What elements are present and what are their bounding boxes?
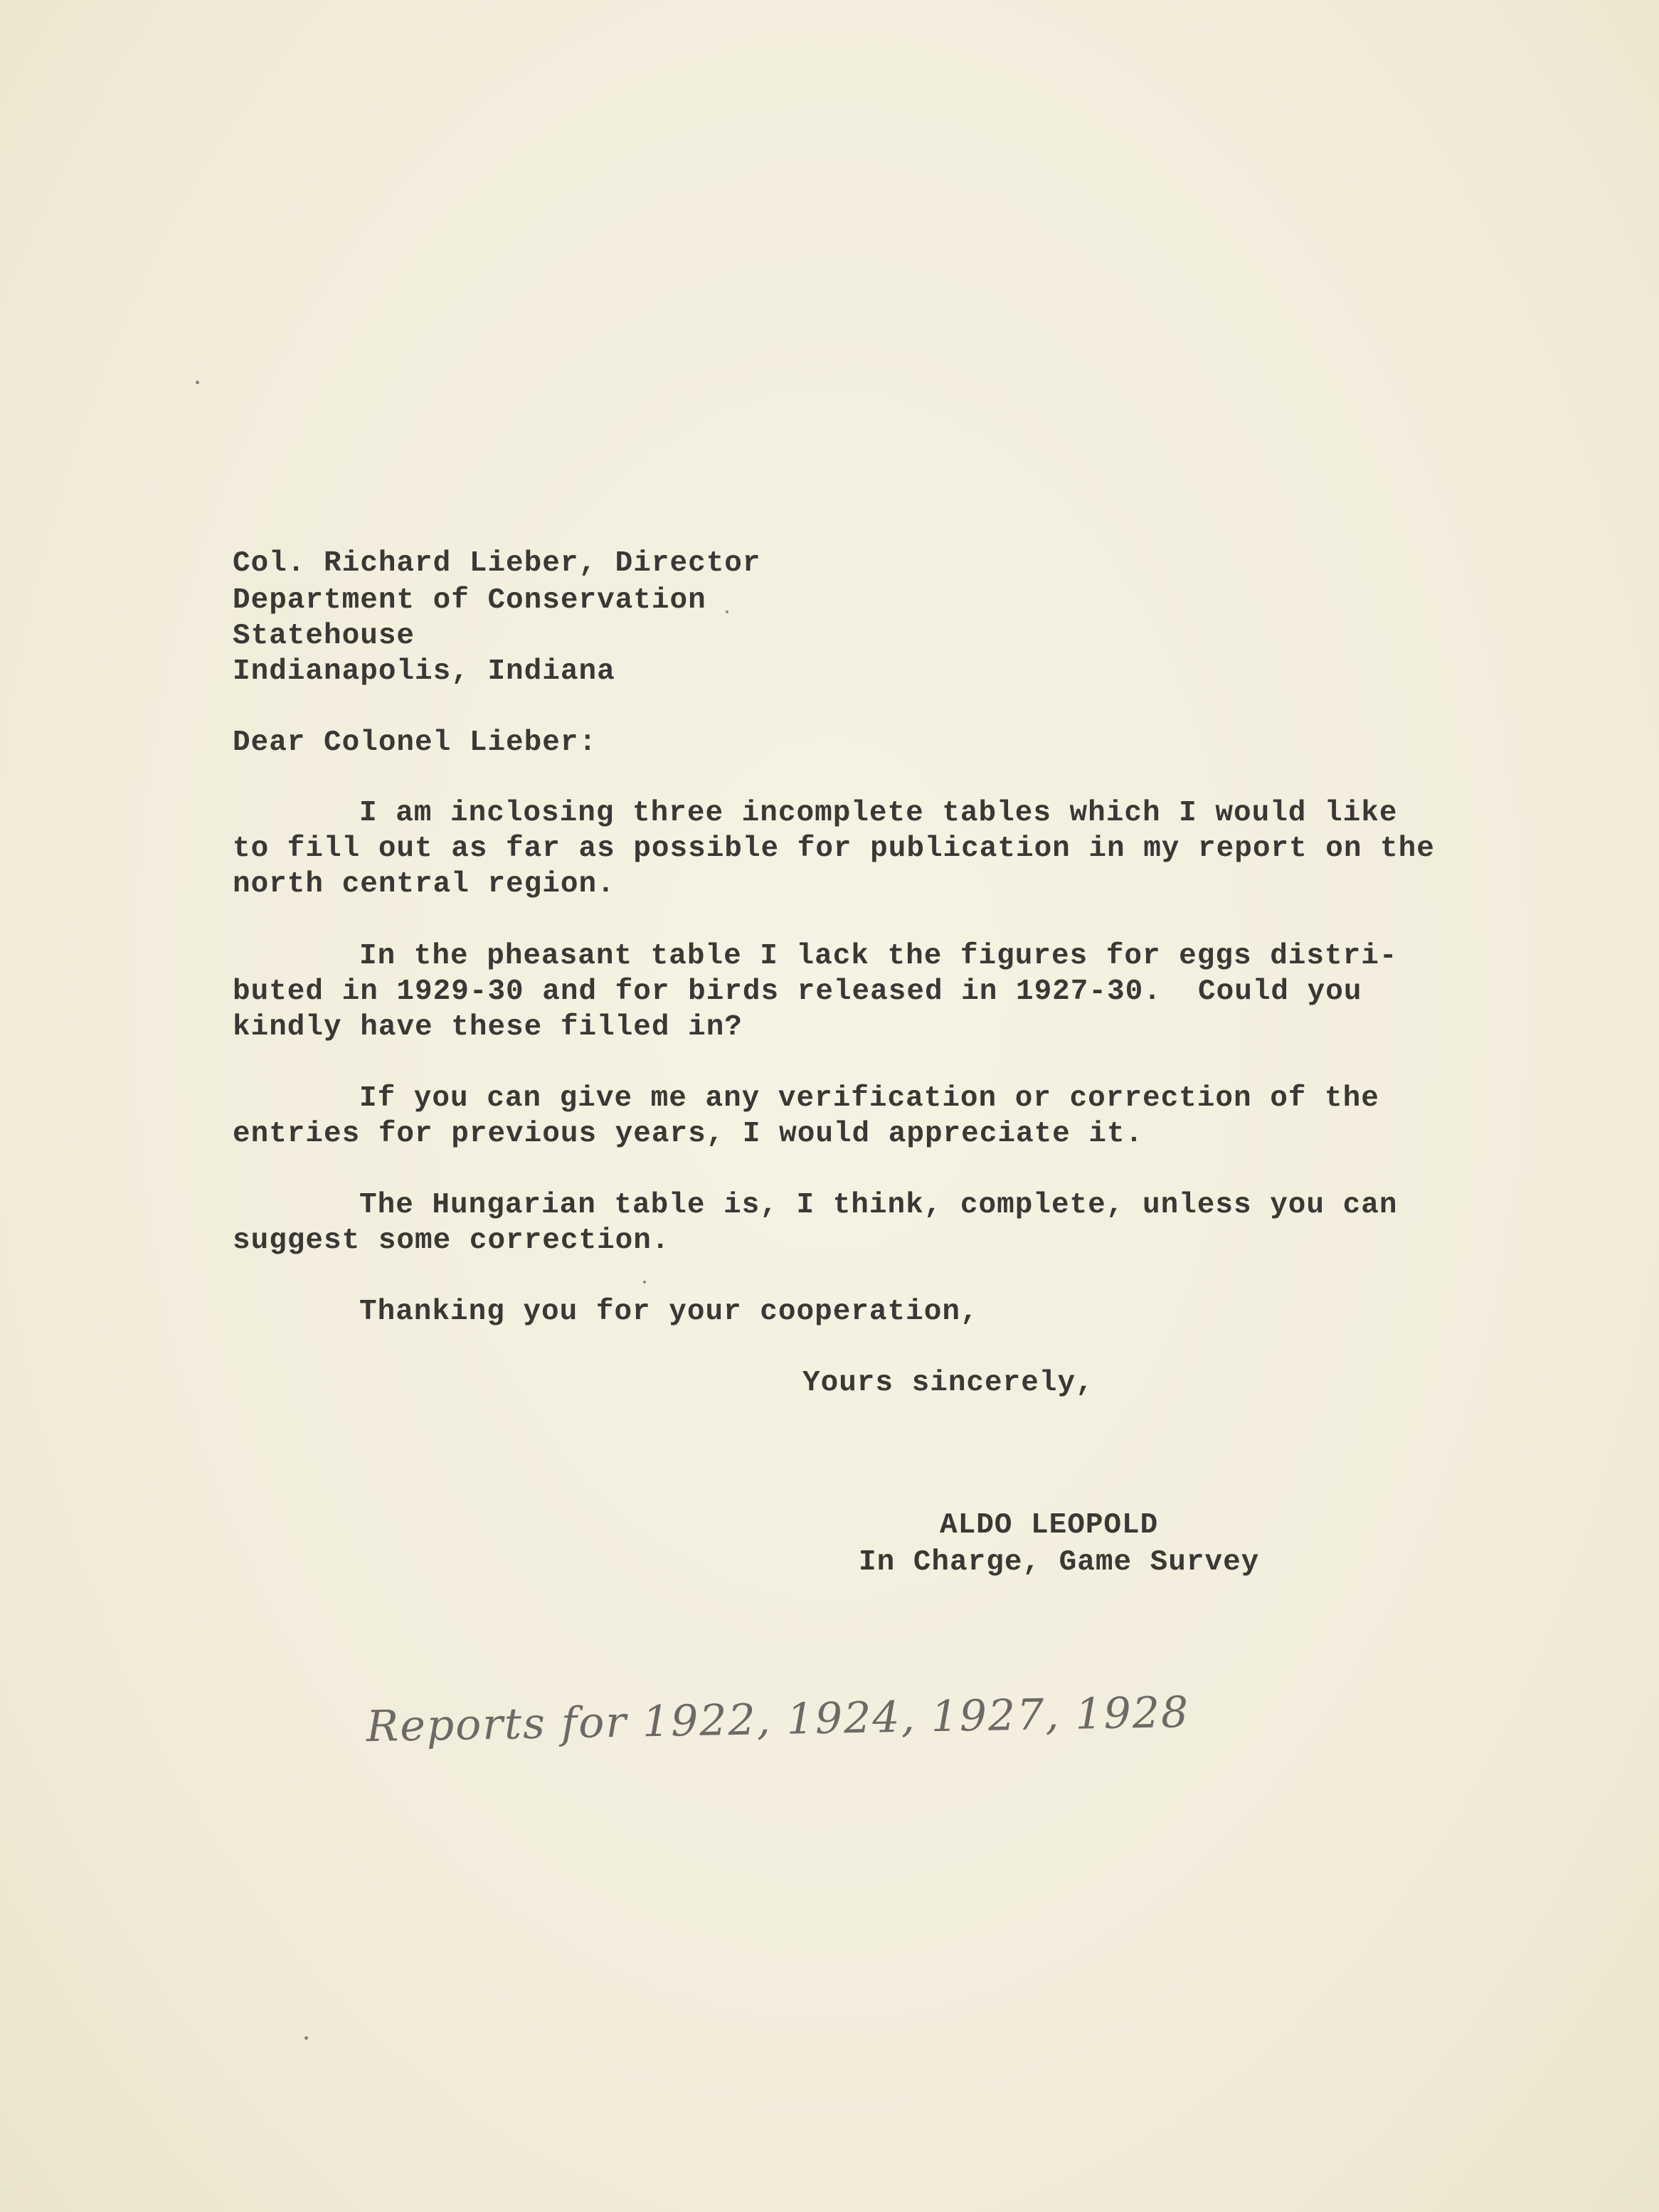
paragraph-2-line-2: buted in 1929-30 and for birds released in 1927-30. Could you [233,975,1362,1008]
paragraph-1-line-1: I am inclosing three incomplete tables which I would like [359,797,1398,830]
paragraph-4-line-2: suggest some correction. [233,1224,670,1257]
closing: Yours sincerely, [802,1367,1094,1399]
paper-speck [196,381,199,384]
paragraph-5-line-1: Thanking you for your cooperation, [359,1296,979,1328]
paragraph-4-line-1: The Hungarian table is, I think, complete, unless you can [359,1189,1398,1222]
paper-speck [643,1281,646,1284]
salutation: Dear Colonel Lieber: [233,726,598,759]
paragraph-2-line-3: kindly have these filled in? [233,1011,743,1044]
recipient-department: Department of Conservation [233,584,706,617]
paper-speck [726,610,728,613]
recipient-city: Indianapolis, Indiana [233,655,615,688]
paragraph-2-line-1: In the pheasant table I lack the figures for eggs distri- [359,940,1398,973]
recipient-name: Col. Richard Lieber, Director [233,547,761,580]
paper-speck [304,2036,308,2040]
paragraph-3-line-1: If you can give me any verification or correction of the [359,1082,1379,1115]
handwritten-note: Reports for 1922, 1924, 1927, 1928 [366,1687,1190,1752]
paragraph-3-line-2: entries for previous years, I would appreciate it. [233,1118,1144,1150]
paragraph-1-line-2: to fill out as far as possible for publication in my report on the [233,832,1435,865]
signature-title: In Charge, Game Survey [859,1546,1260,1579]
recipient-building: Statehouse [233,620,415,652]
signature-name: ALDO LEOPOLD [940,1509,1159,1542]
paragraph-1-line-3: north central region. [233,868,615,901]
